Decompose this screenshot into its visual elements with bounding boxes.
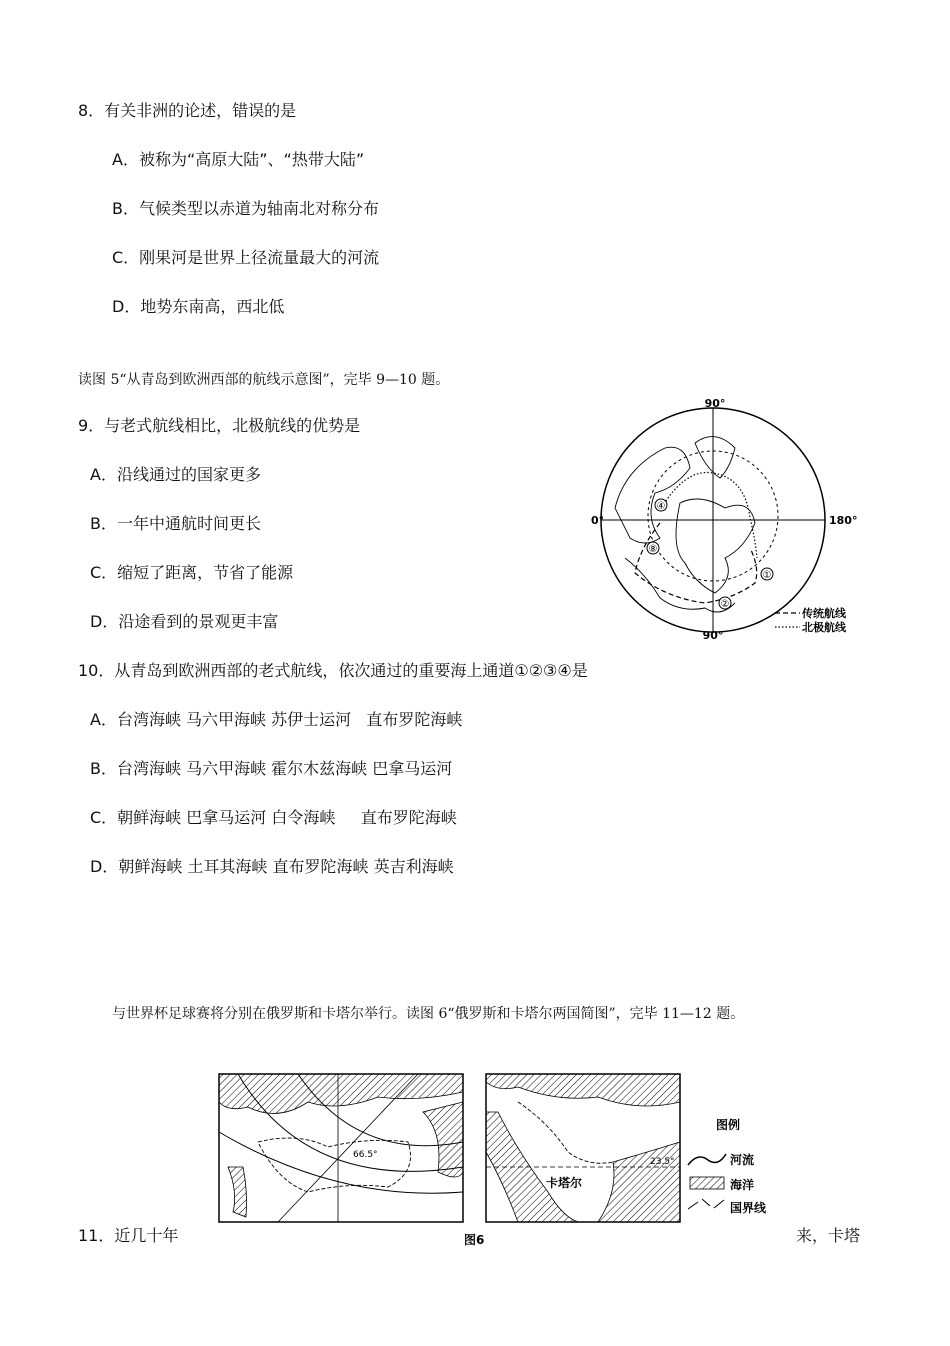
label-180: 180° bbox=[829, 514, 858, 527]
q10-option-a: A．台湾海峡 马六甲海峡 苏伊士运河 直布罗陀海峡 bbox=[90, 710, 463, 729]
figure5-polar-route-map bbox=[585, 398, 870, 640]
q10-option-d: D．朝鲜海峡 土耳其海峡 直布罗陀海峡 英吉利海峡 bbox=[90, 857, 454, 876]
marker-1: ① bbox=[762, 570, 772, 581]
figure6-caption: 图6 bbox=[464, 1233, 485, 1247]
q8-stem: 8．有关非洲的论述，错误的是 bbox=[78, 101, 297, 120]
legend-ocean: 海洋 bbox=[730, 1178, 755, 1192]
legend-traditional: 传统航线 bbox=[802, 607, 846, 620]
q10-option-c: C．朝鲜海峡 巴拿马运河 白令海峡 直布罗陀海峡 bbox=[90, 808, 457, 827]
intro-9-10: 读图 5“从青岛到欧洲西部的航线示意图”，完毕 9—10 题。 bbox=[78, 372, 450, 388]
label-0: 0° bbox=[591, 514, 605, 527]
legend-river: 河流 bbox=[730, 1153, 755, 1167]
q8-option-a: A．被称为“高原大陆”、“热带大陆” bbox=[112, 150, 365, 169]
figure6-russia-qatar-map bbox=[218, 1072, 798, 1250]
q10-option-b: B．台湾海峡 马六甲海峡 霍尔木兹海峡 巴拿马运河 bbox=[90, 759, 453, 778]
label-23-5: 23.5° bbox=[650, 1157, 675, 1167]
legend-border: 国界线 bbox=[730, 1201, 767, 1215]
q8-option-c: C．刚果河是世界上径流量最大的河流 bbox=[112, 248, 380, 267]
label-qatar: 卡塔尔 bbox=[546, 1176, 583, 1190]
legend-arctic: 北极航线 bbox=[802, 621, 846, 634]
label-66-5: 66.5° bbox=[353, 1150, 378, 1160]
legend-title: 图例 bbox=[716, 1118, 741, 1132]
q9-option-b: B．一年中通航时间更长 bbox=[90, 514, 261, 533]
label-90-bottom: 90° bbox=[702, 629, 724, 640]
marker-2: ② bbox=[720, 599, 730, 610]
marker-4: ④ bbox=[656, 501, 666, 512]
q8-option-d: D．地势东南高，西北低 bbox=[112, 297, 285, 316]
label-90-top: 90° bbox=[704, 398, 726, 410]
q9-option-d: D．沿途看到的景观更丰富 bbox=[90, 612, 279, 631]
q8-option-b: B．气候类型以赤道为轴南北对称分布 bbox=[112, 199, 379, 218]
intro-11-12: 与世界杯足球赛将分别在俄罗斯和卡塔尔举行。读图 6“俄罗斯和卡塔尔两国简图”，完毕 11—12 题。 bbox=[112, 1006, 745, 1022]
marker-8: ⑧ bbox=[648, 544, 658, 555]
q9-option-a: A．沿线通过的国家更多 bbox=[90, 465, 261, 484]
q9-stem: 9．与老式航线相比，北极航线的优势是 bbox=[78, 416, 361, 435]
q10-stem: 10．从青岛到欧洲西部的老式航线，依次通过的重要海上通道①②③④是 bbox=[78, 661, 588, 680]
q11-stem-end: 来，卡塔 bbox=[796, 1226, 861, 1245]
q11-stem-start: 11．近几十年 bbox=[78, 1226, 179, 1245]
q9-option-c: C．缩短了距离，节省了能源 bbox=[90, 563, 294, 582]
